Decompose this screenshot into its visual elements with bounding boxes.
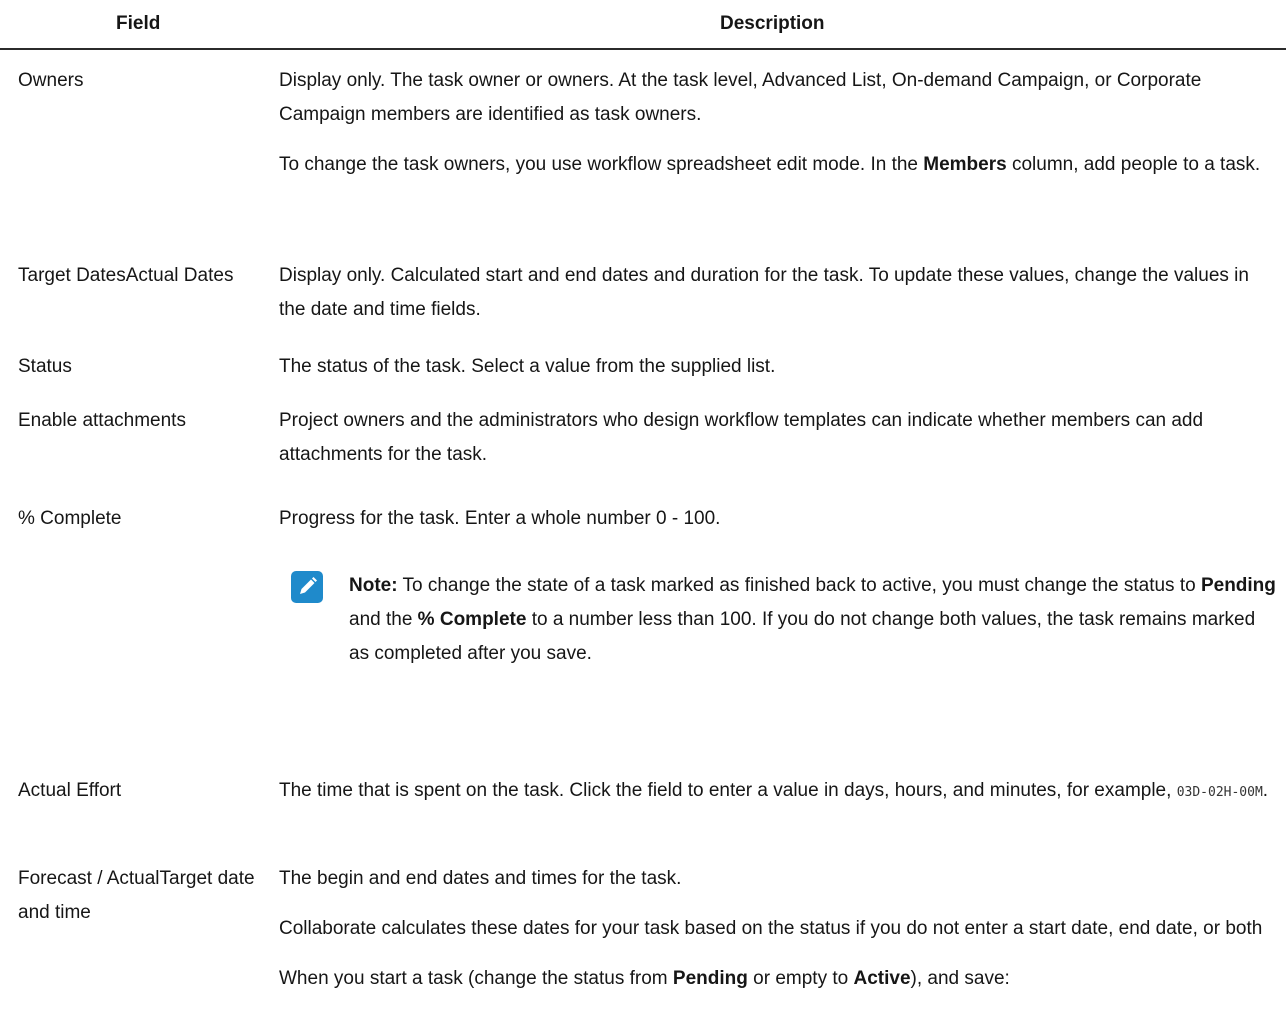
description-paragraph: The time that is spent on the task. Click the field to enter a value in days, hours, and minutes, for example, 03D-02H-00M.	[279, 780, 1269, 801]
column-header-field: Field	[116, 13, 161, 34]
description-paragraph: The begin and end dates and times for the task.	[279, 868, 682, 889]
field-name: Owners	[18, 70, 84, 91]
field-description	[279, 502, 1279, 552]
description-paragraph: Collaborate calculates these dates for your task based on the status if you do not enter a start date, end date, or both	[279, 918, 1263, 939]
field-name: Enable attachments	[18, 410, 186, 431]
description-paragraph: Project owners and the administrators who design workflow templates can indicate whether members can add attachments for the task.	[279, 410, 1204, 465]
field-description	[279, 404, 1279, 488]
table-header	[0, 0, 1286, 50]
description-paragraph: Progress for the task. Enter a whole number 0 - 100.	[279, 508, 721, 529]
field-description	[279, 862, 1279, 1012]
field-description	[279, 350, 1279, 400]
field-name: % Complete	[18, 508, 122, 529]
field-name: Status	[18, 356, 72, 377]
field-name: Target DatesActual Dates	[18, 265, 234, 286]
code-example: 03D-02H-00M	[1176, 785, 1263, 800]
field-name: Actual Effort	[18, 780, 122, 801]
description-paragraph: Display only. The task owner or owners. At the task level, Advanced List, On-demand Campaign, or Corporate Campaign members are identified as task owners.	[279, 70, 1202, 125]
field-description	[279, 64, 1279, 198]
note-text: Note: To change the state of a task marked as finished back to active, you must change the status to Pending and the % Complete to a number less than 100. If you do not change both values, the task remains marked as completed after you save.	[349, 575, 1276, 664]
field-description	[279, 259, 1279, 343]
field-description	[279, 774, 1279, 826]
description-paragraph: The status of the task. Select a value from the supplied list.	[279, 356, 776, 377]
pencil-icon	[291, 571, 323, 603]
column-header-description: Description	[720, 13, 825, 34]
description-paragraph: To change the task owners, you use workflow spreadsheet edit mode. In the Members column, add people to a task.	[279, 154, 1261, 175]
description-paragraph: Display only. Calculated start and end dates and duration for the task. To update these values, change the values in the date and time fields.	[279, 265, 1249, 320]
description-paragraph: When you start a task (change the status from Pending or empty to Active), and save:	[279, 968, 1010, 989]
field-name: Forecast / ActualTarget date and time	[18, 868, 255, 923]
